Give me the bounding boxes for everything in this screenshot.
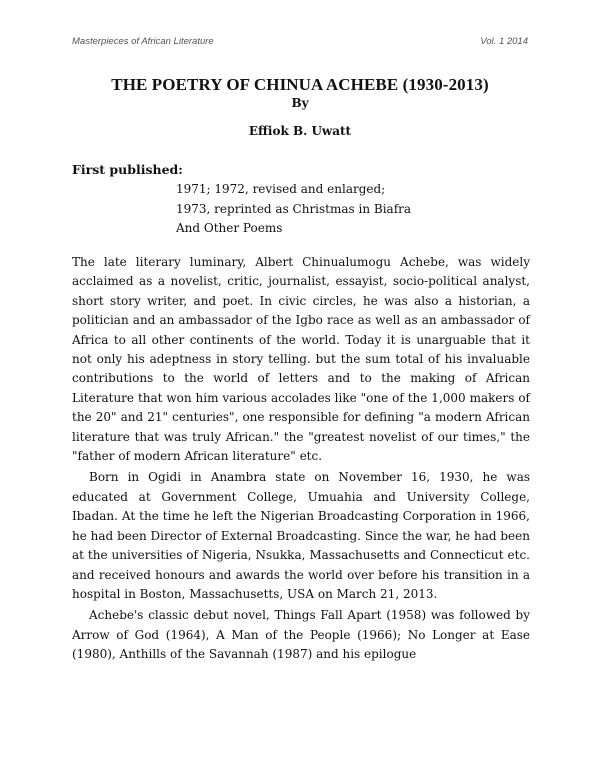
journal-name: Masterpieces of African Literature <box>72 36 214 47</box>
first-published-label: First published: <box>72 162 183 177</box>
volume-year: Vol. 1 2014 <box>480 36 528 47</box>
author-name: Effiok B. Uwatt <box>248 124 352 138</box>
body-paragraph: The late literary luminary, Albert Chinualumogu Achebe, was widely acclaimed as a novelist, critic, journalist, essayist, socio-political analyst, short story writer, and poet. In civic circles, he was also a historian, a politician and an ambassador of the Igbo race as well as an ambassador of Africa to all other continents of the world. Today it is unarguable that it not only his adeptness in story telling. but the sum total of his invaluable contributions to the world of letters and to the making of African Literature that won him various accolades like "one of the 1,000 makers of the 20" and 21" centuries", one responsible for defining "a modern African literature that was truly African." the "greatest novelist of our times," the "father of modern African literature" etc. <box>72 255 530 464</box>
publication-line: 1971; 1972, revised and enlarged; <box>176 182 386 196</box>
article-title: THE POETRY OF CHINUA ACHEBE (1930-2013) <box>111 75 489 94</box>
publication-line: 1973, reprinted as Christmas in Biafra <box>176 201 412 216</box>
byline-by: By <box>291 96 309 110</box>
running-header <box>72 36 528 50</box>
publication-line: And Other Poems <box>176 221 283 235</box>
body-paragraph: Born in Ogidi in Anambra state on November 16, 1930, he was educated at Government College, Umuahia and University College, Ibadan. At the time he left the Nigerian Broadcasting Corporation in 1966, he had been Director of External Broadcasting. Since the war, he had been at the universities of Nigeria, Nsukka, Massachusetts and Connecticut etc. and received honours and awards the world over before his transition in a hospital in Boston, Massachusetts, USA on March 21, 2013. <box>72 470 530 601</box>
article-body <box>72 253 530 667</box>
publication-details <box>176 180 411 239</box>
body-paragraph: Achebe's classic debut novel, Things Fall Apart (1958) was followed by Arrow of God (1964), A Man of the People (1966); No Longer at Ease (1980), Anthills of the Savannah (1987) and his epilogue <box>72 608 530 662</box>
